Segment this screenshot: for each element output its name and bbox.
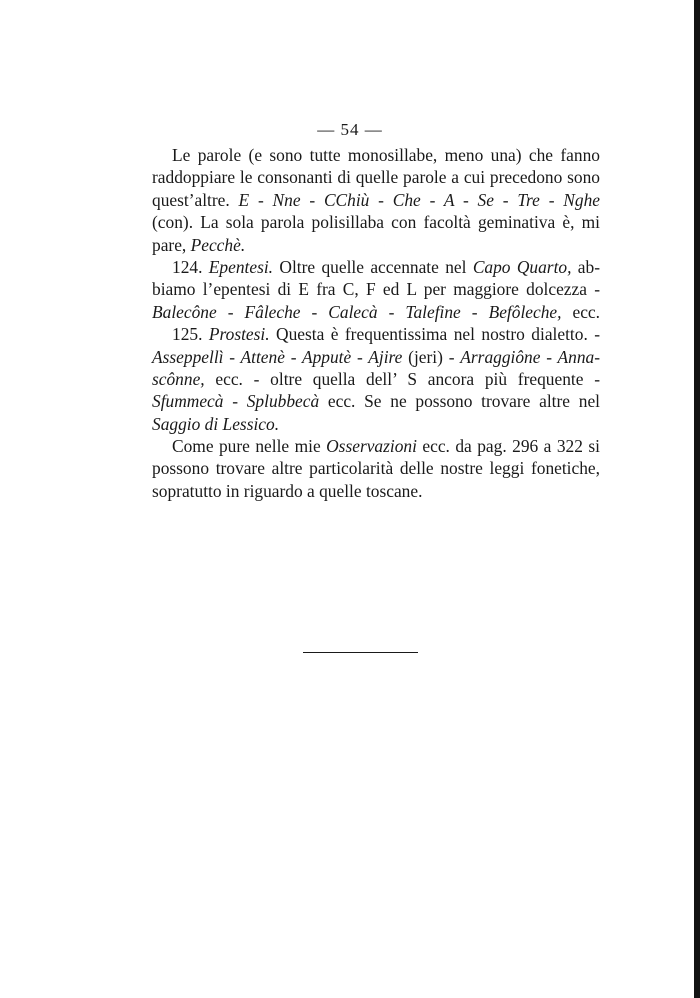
italic-segment: Arraggiône - Anna- — [460, 346, 600, 367]
italic-segment: Sfummecà - Splubbecà — [152, 391, 320, 412]
text-line — [152, 390, 600, 412]
text-segment: quest’altre. — [152, 189, 239, 210]
italic-segment: Capo Quarto, — [472, 256, 572, 277]
text-segment: raddoppiare le consonanti di quelle parole a cui precedono sono — [152, 167, 600, 188]
text-segment: (jeri) - — [402, 346, 461, 367]
italic-segment: scônne, — [152, 368, 205, 389]
italic-segment: Asseppellì - Attenè - Apputè - Ajire — [152, 346, 403, 367]
text-segment: ecc. - oltre quella dell’ S ancora più frequente - — [204, 368, 600, 389]
text-line — [152, 480, 600, 502]
text-segment: ab- — [571, 256, 601, 277]
text-line — [152, 256, 600, 278]
page-number: — 54 — — [317, 120, 383, 139]
text-segment: ecc. da pag. 296 a 322 si — [416, 436, 600, 457]
text-segment: possono trovare altre particolarità delle nostre leggi fonetiche, — [152, 458, 600, 479]
text-line — [152, 166, 600, 188]
text-line — [152, 301, 600, 323]
text-segment: 124. — [172, 256, 209, 277]
text-line — [152, 278, 600, 300]
section-divider — [303, 652, 418, 653]
italic-segment: E - Nne - CChiù - Che - A - Se - Tre - Nghe — [238, 189, 600, 210]
text-segment: pare, — [152, 234, 191, 255]
text-line — [152, 457, 600, 479]
scan-edge — [694, 0, 700, 998]
italic-segment: Epentesi. — [208, 256, 274, 277]
text-line — [152, 234, 600, 256]
text-segment: ecc. — [561, 301, 600, 322]
italic-segment: Saggio di Lessico. — [152, 413, 280, 434]
body-text — [152, 144, 600, 502]
text-line — [152, 211, 600, 233]
text-line — [152, 323, 600, 345]
text-segment: 125. — [172, 324, 209, 345]
italic-segment: Balecône - Fâleche - Calecà - Talefine - Befôleche, — [152, 301, 562, 322]
text-segment: Oltre quelle accennate nel — [273, 256, 473, 277]
italic-segment: Pecchè. — [190, 234, 246, 255]
text-segment: Come pure nelle mie — [172, 436, 327, 457]
text-line — [152, 346, 600, 368]
italic-segment: Osservazioni — [326, 436, 417, 457]
text-segment: sopratutto in riguardo a quelle toscane. — [152, 480, 423, 501]
text-line — [152, 413, 600, 435]
text-line — [152, 435, 600, 457]
text-segment: Questa è frequentissima nel nostro dialetto. - — [269, 324, 601, 345]
text-segment: ecc. Se ne possono trovare altre nel — [319, 391, 600, 412]
text-line — [152, 144, 600, 166]
text-segment: Le parole (e sono tutte monosillabe, meno una) che fanno — [172, 145, 600, 165]
text-segment: (con). La sola parola polisillaba con facoltà geminativa è, mi — [152, 212, 600, 233]
text-line — [152, 189, 600, 211]
italic-segment: Prostesi. — [208, 324, 270, 345]
text-segment: biamo l’epentesi di E fra C, F ed L per maggiore dolcezza - — [152, 279, 600, 300]
text-line — [152, 368, 600, 390]
